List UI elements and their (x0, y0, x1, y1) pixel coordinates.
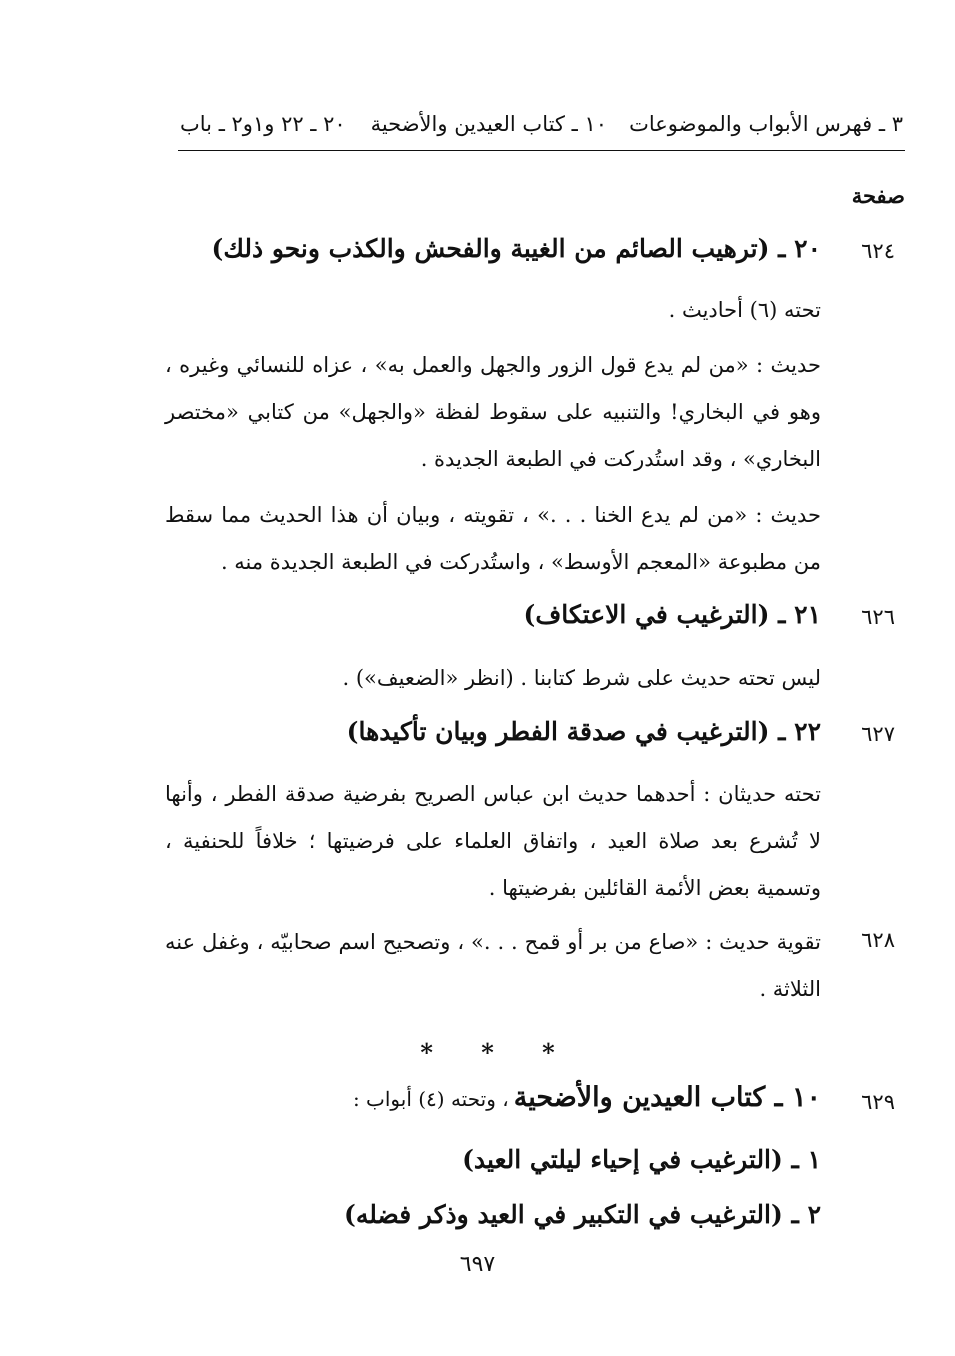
entry-page-number: ٦٢٤ (861, 239, 895, 263)
entry-page-number: ٦٢٨ (861, 928, 895, 952)
entry-paragraph: حديث : «من لم يدع الخنا . . .» ، تقويته ، وبيان أن هذا الحديث مما سقط من مطبوعة «المعجم الأوسط» ، واستُدركت في الطبعة الجديدة منه . (165, 503, 821, 574)
entry-page-number: ٦٢٦ (861, 605, 895, 629)
running-header-left: ٢٠ ـ ٢٢ و١و٢ ـ باب (180, 112, 346, 136)
page-number: ٦٩٧ (459, 1252, 496, 1277)
header-rule (178, 150, 905, 151)
book-title-note: ، وتحته (٤) أبواب : (352, 1087, 509, 1111)
book-title: ١٠ ـ كتاب العيدين والأضحية (513, 1082, 821, 1113)
chapter-heading: ٢١ ـ (الترغيب في الاعتكاف) (523, 600, 821, 629)
sub-chapter-heading: ٢ ـ (الترغيب في التكبير في العيد وذكر فضله) (344, 1200, 821, 1229)
entry-page-number: ٦٢٧ (861, 722, 895, 746)
entry-paragraph: ليس تحته حديث على شرط كتابنا . (انظر «الضعيف») . (342, 666, 821, 690)
book-heading (353, 1082, 821, 1113)
entry-paragraph: تحته حديثان : أحدهما حديث ابن عباس الصريح بفرضية صدقة الفطر ، وأنها لا تُشرع بعد صلاة العيد ، واتفاق العلماء على فرضيتها ؛ خلافاً للحنفية ، وتسمية بعض الأئمة القائلين بفرضيتها . (165, 782, 821, 900)
running-header-middle: ١٠ ـ كتاب العيدين والأضحية (370, 112, 607, 136)
entry-paragraph: تحته (٦) أحاديث . (668, 298, 821, 322)
entry-paragraph: تقوية حديث : «صاع من بر أو قمح . . .» ، وتصحيح اسم صحابيّه ، وغفل عنه الثلاثة . (165, 930, 821, 1001)
running-header-right: ٣ ـ فهرس الأبواب والموضوعات (629, 112, 903, 136)
page-column-label: صفحة (851, 183, 905, 208)
chapter-heading: ٢٠ ـ (ترهيب الصائم من الغيبة والفحش والكذب ونحو ذلك) (211, 234, 821, 263)
sub-chapter-heading: ١ ـ (الترغيب في إحياء ليلتي العيد) (462, 1145, 821, 1174)
chapter-heading: ٢٢ ـ (الترغيب في صدقة الفطر وبيان تأكيدها) (346, 717, 821, 746)
entry-paragraph: حديث : «من لم يدع قول الزور والجهل والعمل به» ، عزاه للنسائي وغيره ، وهو في البخاري! والتنبيه على سقوط لفظة «والجهل» من كتابي «مختصر البخاري» ، وقد استُدركت في الطبعة الجديدة . (165, 353, 821, 471)
entry-page-number: ٦٢٩ (861, 1090, 895, 1114)
section-separator: * * * (420, 1038, 575, 1067)
